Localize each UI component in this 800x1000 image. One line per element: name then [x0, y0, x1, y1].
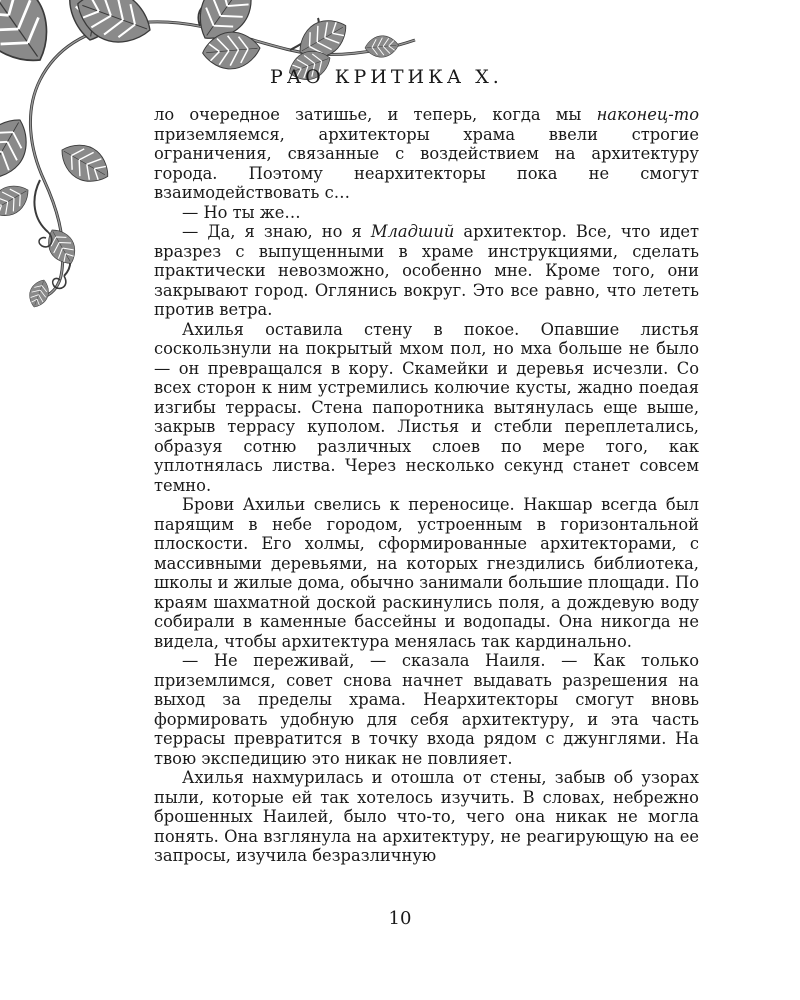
- paragraph: [154, 222, 699, 320]
- paragraph-text: ло очередное затишье, и теперь, когда мы: [154, 105, 597, 124]
- paragraph: — Но ты же…: [182, 202, 301, 222]
- italic-emphasis: Младший: [370, 222, 455, 241]
- paragraph-text: — Да, я знаю, но я: [182, 222, 371, 241]
- italic-emphasis: наконец-то: [596, 105, 699, 124]
- paragraph: Ахилья оставила стену в покое. Опавшие листья соскользнули на покрытый мхом пол, но мха больше не было — он превращался в кору. Скамейки и деревья исчезли. Со всех сторон к ним устремились колючие кусты, жадно поедая изгибы террасы. Стена папоротника вытянулась еще выше, закрыв террасу куполом. Листья и стебли переплетались, образуя сотню различных слоев по мере того, как уплотнялась листва. Через несколько секунд станет совсем темно.: [154, 319, 699, 495]
- paragraph: Ахилья нахмурилась и отошла от стены, забыв об узорах пыли, которые ей так хотелось изучить. В словах, небрежно брошенных Наилей, было что-то, чего она никак не могла понять. Она взглянула на архитектуру, не реагирующую на ее запросы, изучила безразличную: [154, 768, 699, 865]
- paragraph-text: архитектор. Все, что идет вразрез с выпущенными в храме инструкциями, сделать практически невозможно, особенно мне. Кроме того, они закрывают город. Оглянись вокруг. Это все равно, что лететь против ветра.: [154, 222, 700, 319]
- paragraph: — Не переживай, — сказала Наиля. — Как только приземлимся, совет снова начнет выдавать разрешения на выход за пределы храма. Неархитекторы смогут вновь формировать удобную для себя архитектуру, и эта часть террасы превратится в точку входа рядом с джунглями. На твою экспедицию это никак не повлияет.: [154, 651, 699, 768]
- running-title: РАО КРИТИКА Х.: [270, 66, 503, 88]
- paragraph: [154, 105, 699, 203]
- paragraph: Брови Ахильи свелись к переносице. Накшар всегда был парящим в небе городом, устроенным в горизонтальной плоскости. Его холмы, сформированные архитекторами, с массивными деревьями, на которых гнездились библиотека, школы и жилые дома, обычно занимали большие площади. По краям шахматной доской раскинулись поля, а дождевую воду собирали в каменные бассейны и водопады. Она никогда не видела, чтобы архитектура менялась так кардинально.: [154, 495, 699, 651]
- page-number: 10: [388, 908, 412, 929]
- body-text: [154, 105, 699, 866]
- paragraph-text: приземляемся, архитекторы храма ввели строгие ограничения, связанные с воздействием на архитектуру города. Поэтому неархитекторы пока не смогут взаимодействовать с…: [154, 124, 699, 202]
